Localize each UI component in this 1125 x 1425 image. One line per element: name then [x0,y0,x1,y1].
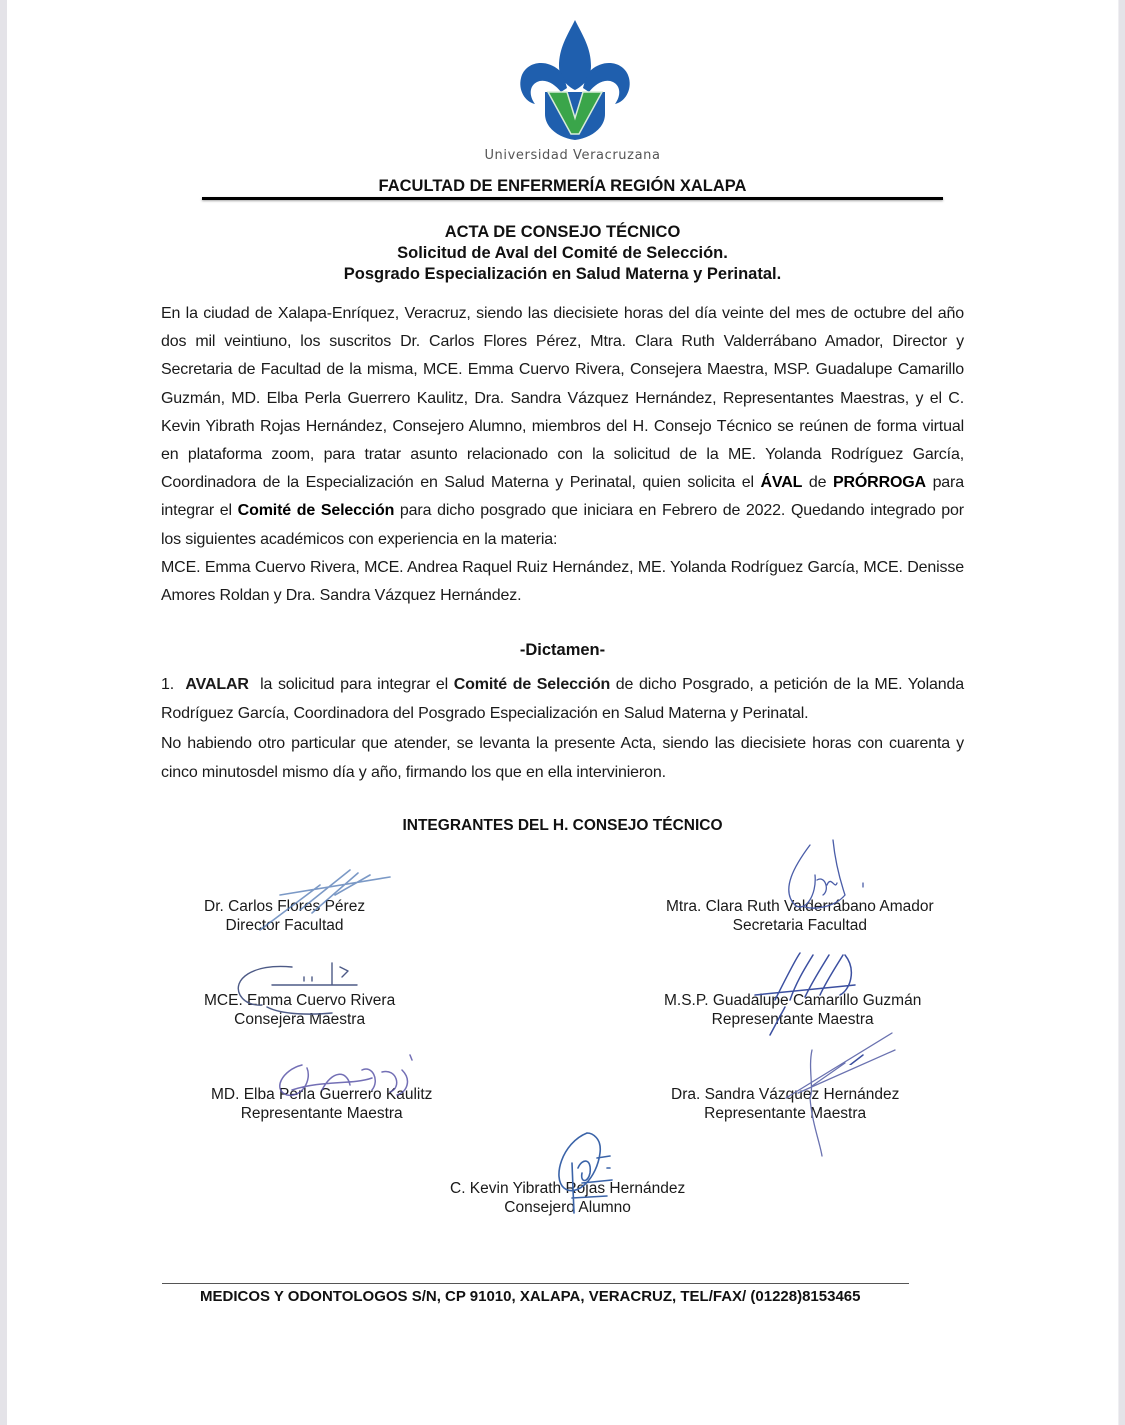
universidad-veracruzana-logo-icon [515,18,635,143]
signature-block-representante-3: Dra. Sandra Vázquez Hernández Representante Maestra [671,1086,900,1122]
header-divider [202,197,943,200]
dictamen-body [161,670,964,787]
page-edge-right [1118,0,1125,1425]
footer-divider [162,1283,909,1284]
signature-block-representante-1: M.S.P. Guadalupe Camarillo Guzmán Representante Maestra [664,992,922,1028]
dictamen-heading: -Dictamen- [519,641,606,659]
document-subtitle: Solicitud de Aval del Comité de Selección. [397,244,728,262]
bold-prorroga: PRÓRROGA [832,474,926,492]
signature-block-representante-2: MD. Elba Perla Guerrero Kaulitz Representante Maestra [211,1086,433,1122]
program-title: Posgrado Especialización en Salud Materna y Perinatal. [343,265,782,283]
document-titles [0,222,1125,285]
minutes-body [161,300,964,610]
bold-comite: Comité de Selección [237,502,395,520]
minutes-paragraph-1: En la ciudad de Xalapa-Enríquez, Veracruz, siendo las diecisiete horas del día veinte del mes de octubre del año dos mil veintiuno, los suscritos Dr. Carlos Flores Pérez, Mtra. Clara Ruth Valderrábano Amador, Director y Secretaria de Facultad de la misma, MCE. Emma Cuervo Rivera, Consejera Maestra, MSP. Guadalupe Camarillo Guzmán, MD. Elba Perla Guerrero Kaulitz, Dra. Sandra Vázquez Hernández, Representantes Maestras, y el C. Kevin Yibrath Rojas Hernández, Consejero Alumno, miembros del H. Consejo Técnico se reúnen de forma virtual en plataforma zoom, para tratar asunto relacionado con la solicitud de la ME. Yolanda Rodríguez García, Coordinadora de la Especialización en Salud Materna y Perinatal, quien solicita el ÁVAL de PRÓRROGA para integrar el Comité de Selección para dicho posgrado que iniciara en Febrero de 2022. Quedando integrado por los siguientes académicos con experiencia en la materia: [161,305,964,548]
page-edge-left [0,0,7,1425]
closing-paragraph: No habiendo otro particular que atender, se levanta la presente Acta, siendo las diecisiete horas con cuarenta y cinco minutosdel mismo día y año, firmando los que en ella intervinieron. [161,734,964,781]
signature-block-consejera: MCE. Emma Cuervo Rivera Consejera Maestra [204,992,396,1028]
dictamen-item-1: 1. AVALAR la solicitud para integrar el Comité de Selección de dicho Posgrado, a petición de la ME. Yolanda Rodríguez García, Coordinadora del Posgrado Especialización en Salud Materna y Perinatal. [161,676,964,723]
bold-aval: ÁVAL [760,474,803,492]
signature-block-secretaria: Mtra. Clara Ruth Valderrábano Amador Secretaria Facultad [666,898,934,934]
signature-block-alumno: C. Kevin Yibrath Rojas Hernández Consejero Alumno [450,1180,686,1216]
footer-address: MEDICOS Y ODONTOLOGOS S/N, CP 91010, XALAPA, VERACRUZ, TEL/FAX/ (01228)8153465 [200,1288,861,1305]
signature-block-director: Dr. Carlos Flores Pérez Director Facultad [204,898,366,934]
university-name: Universidad Veracruzana [484,148,661,163]
members-heading: INTEGRANTES DEL H. CONSEJO TÉCNICO [402,817,723,834]
faculty-heading: FACULTAD DE ENFERMERÍA REGIÓN XALAPA [378,177,747,195]
minutes-paragraph-2: MCE. Emma Cuervo Rivera, MCE. Andrea Raquel Ruiz Hernández, ME. Yolanda Rodríguez García, MCE. Denisse Amores Roldan y Dra. Sandra Vázquez Hernández. [161,558,964,605]
document-title: ACTA DE CONSEJO TÉCNICO [444,223,681,241]
